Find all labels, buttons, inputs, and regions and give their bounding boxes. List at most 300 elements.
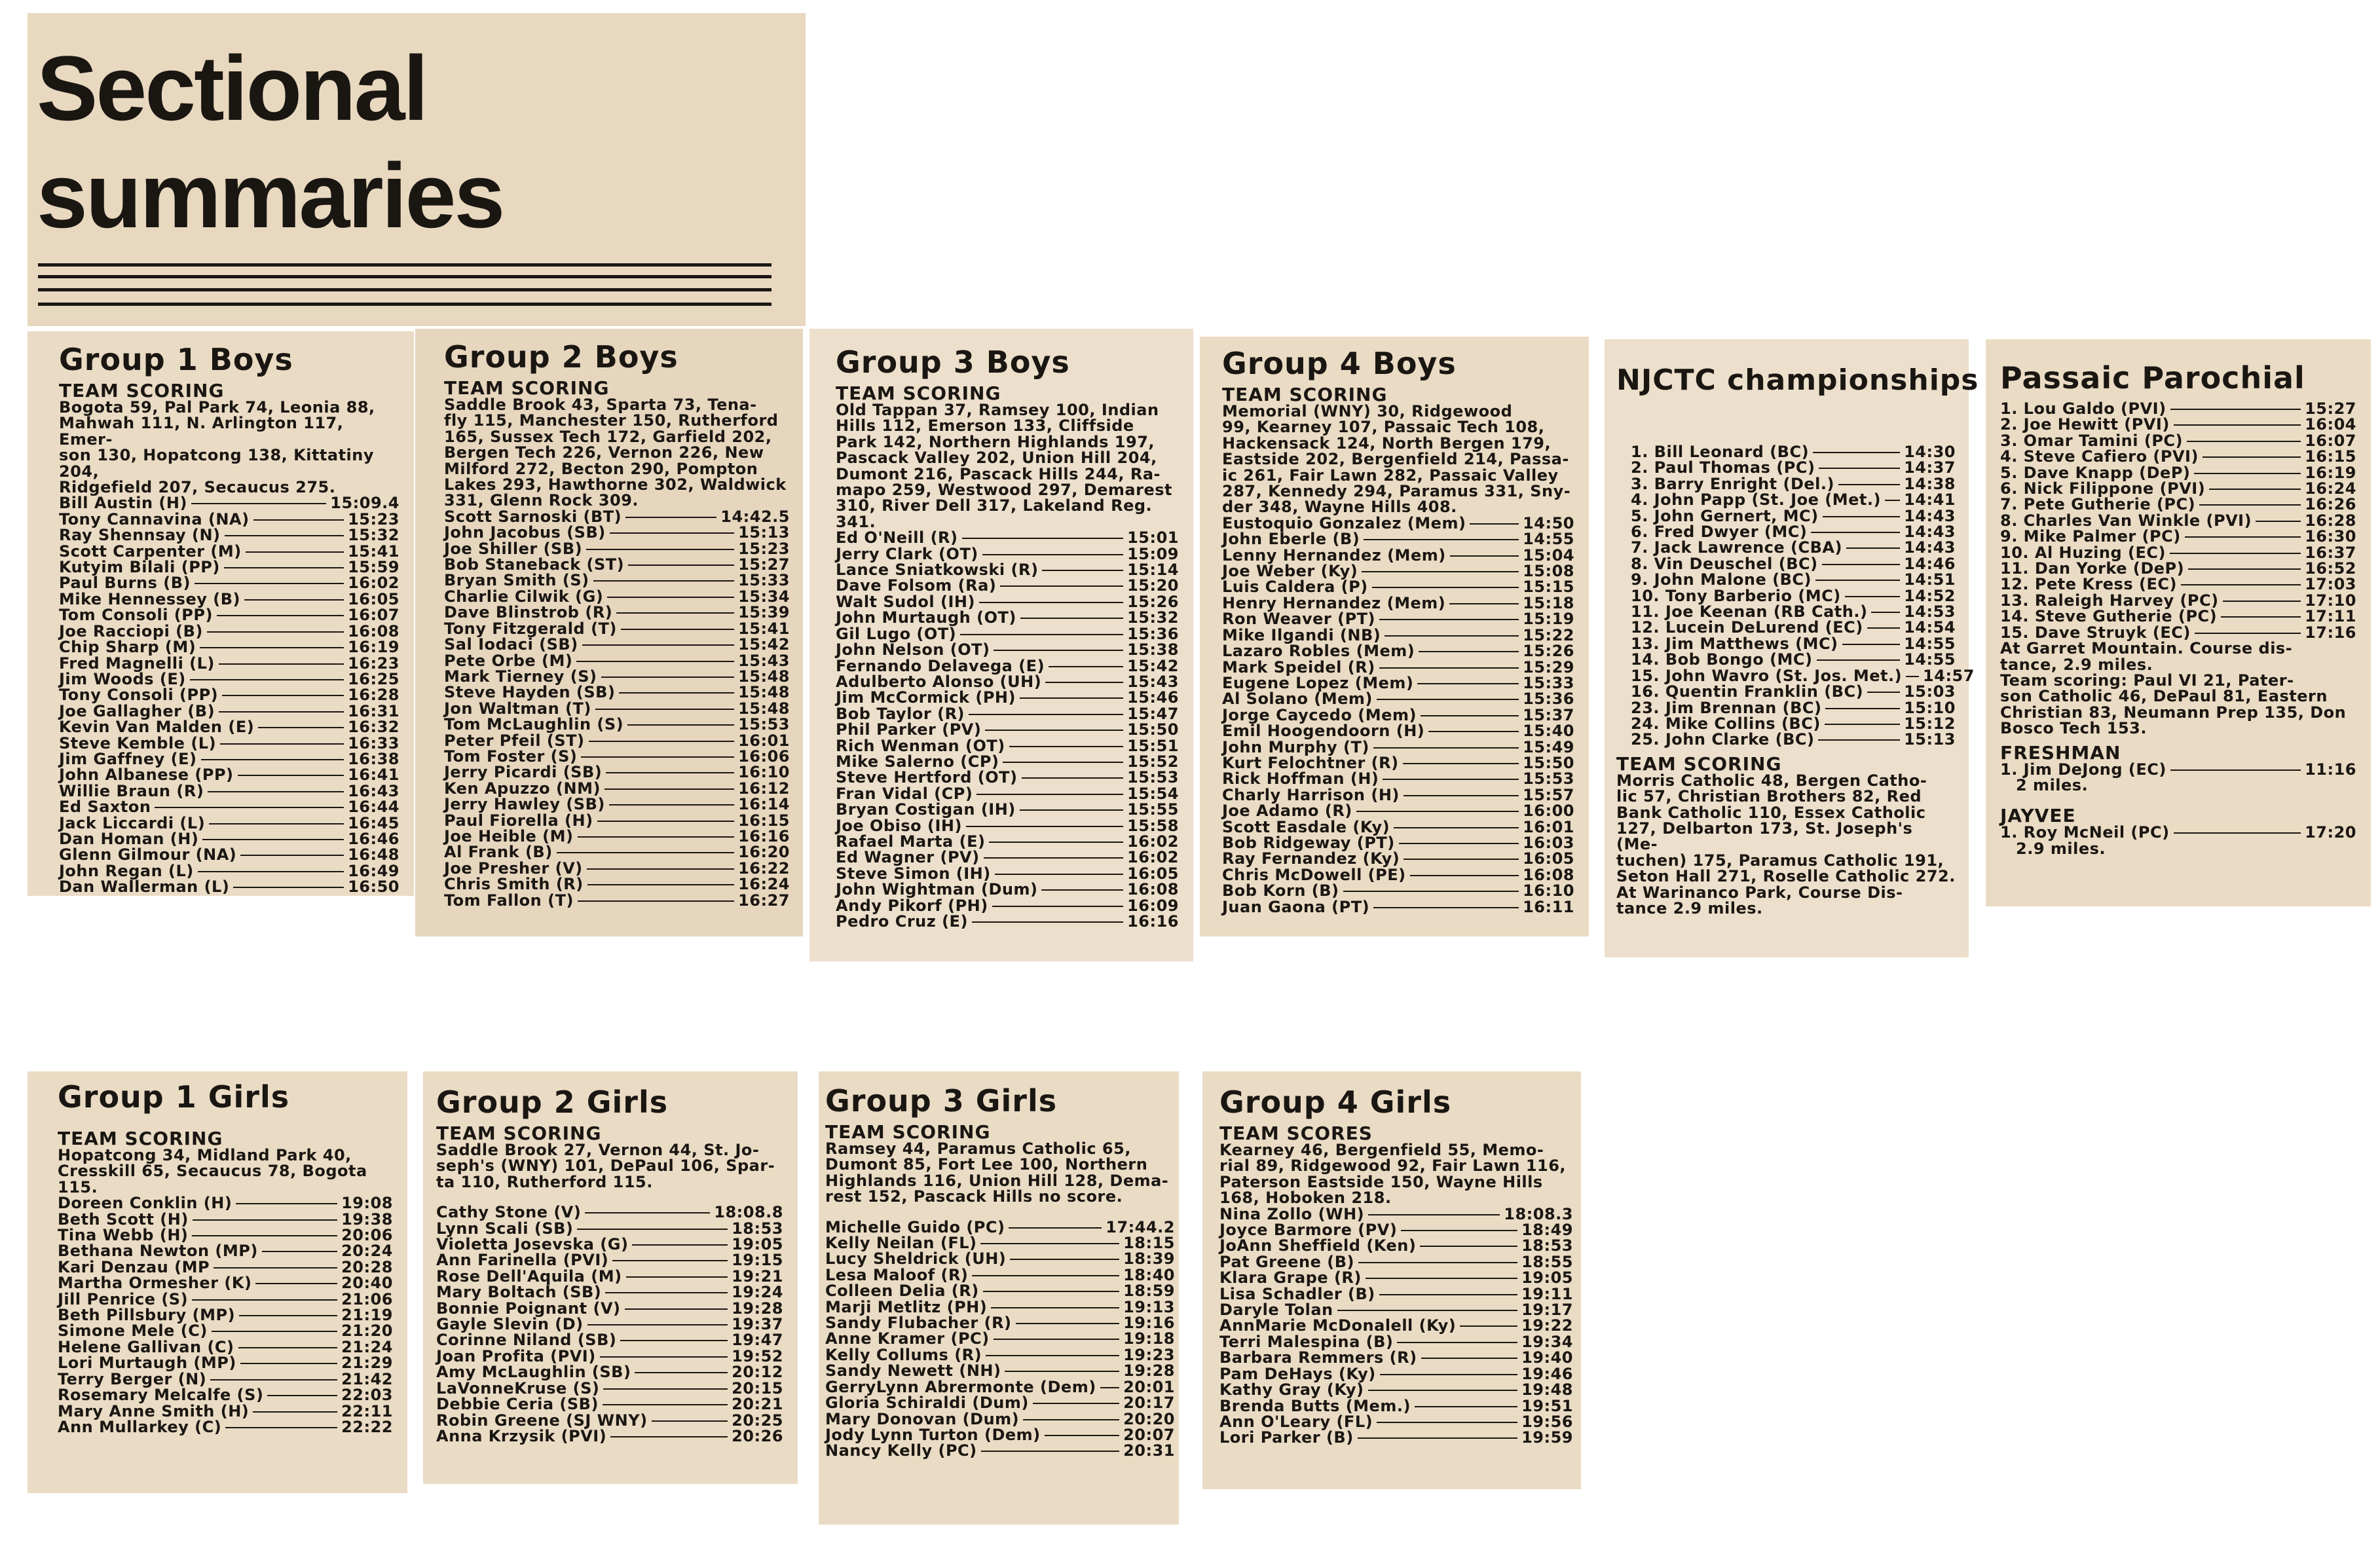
runner-time: 21:20 [341,1322,393,1341]
result-row [836,914,1179,929]
runner-name: Henry Hernandez (Mem) [1222,593,1446,612]
runner-time: 20:21 [732,1395,783,1414]
runner-time: 15:49 [1523,737,1574,756]
runner-time: 15:04 [1523,546,1574,565]
result-row [825,1363,1175,1379]
runner-time: 19:38 [341,1210,393,1229]
runner-name: Simone Mele (C) [58,1322,208,1341]
runner-time: 16:02 [1127,848,1179,867]
leader-dots [2181,584,2301,585]
result-row [58,1291,393,1307]
team-scoring-text: Old Tappan 37, Ramsey 100, Indian Hills 112, Emerson 133, Cliffside Park 142, Northern Highlands 197, Pascack Valley 202, Union Hill 204, Dumont 216, Pascack Hills 244, Ra- mapo 259, Westwood 297, Demarest 310, River Dell 317, Lakeland Reg. 341. [836,401,1172,531]
freshman-result [2000,762,2356,777]
runner-time: 19:15 [732,1251,783,1270]
runner-time: 15:12 [1904,714,1956,733]
leader-dots [985,730,1123,731]
result-row [59,591,400,607]
runner-name: Rosemary Melcalfe (S) [58,1386,264,1405]
runner-name: John Nelson (OT) [836,640,990,659]
result-row [444,749,790,764]
runner-name: Bob Ridgeway (PT) [1222,833,1395,852]
leader-dots [986,1355,1119,1356]
result-row [436,1221,783,1236]
result-row [1222,691,1574,707]
leader-dots [1368,1214,1500,1215]
runner-name: Mark Tierney (S) [444,667,597,686]
result-row [825,1427,1175,1443]
runner-name: Joe Obiso (IH) [836,816,962,835]
runner-time: 16:08 [1523,865,1574,884]
result-row [836,786,1179,802]
leader-dots [989,842,1123,843]
runner-time: 16:10 [738,763,790,782]
runner-name: Ray Shennsay (N) [59,526,221,545]
result-row [836,881,1179,897]
runner-name: 24. Mike Collins (BC) [1631,714,1821,733]
leader-dots [981,1451,1119,1452]
leader-dots [609,804,734,806]
runner-time: 11:16 [2305,760,2356,779]
runner-name: Steve Hertford (OT) [836,768,1018,787]
runner-time: 15:13 [738,523,790,542]
leader-dots [603,1404,728,1405]
result-row [444,669,790,684]
leader-dots [1049,666,1123,667]
leader-dots [600,1356,728,1358]
leader-dots [1022,777,1124,779]
leader-dots [625,517,716,518]
runner-name: Steve Simon (IH) [836,864,991,883]
result-row [1631,700,1956,716]
runner-time: 16:14 [738,795,790,814]
leader-dots [1358,1437,1517,1439]
leader-dots [238,775,344,776]
result-row [1219,1334,1573,1350]
runner-name: Charlie Cilwik (G) [444,587,604,606]
runner-name: Chip Sharp (M) [59,638,196,657]
leader-dots [1020,809,1123,811]
result-row [836,530,1179,546]
leader-dots [652,1420,728,1422]
leader-dots [1404,795,1519,796]
runner-time: 14:52 [1904,586,1956,605]
runner-name: Luis Caldera (P) [1222,578,1368,597]
section-title: Passaic Parochial [2000,360,2305,396]
result-row [58,1259,393,1275]
leader-dots [2221,616,2301,618]
leader-dots [606,772,734,773]
runner-time: 15:10 [1904,698,1956,717]
runner-time: 16:11 [1523,897,1574,916]
course-and-team-scoring: At Garret Mountain. Course dis- tance, 2.9 miles. Team scoring: Paul VI 21, Pater- son Catholic 46, DePaul 81, Eastern Christian 83, Neumann Prep 135, Don Bosco Tech 153. [2000,639,2347,738]
runner-name: Tom Foster (S) [444,747,578,766]
leader-dots [962,538,1124,539]
runner-time: 14:54 [1904,618,1956,637]
result-row [1222,515,1574,531]
runner-time: 16:01 [1523,817,1574,836]
runner-name: 10. Al Huzing (EC) [2000,543,2166,562]
runner-name: Bethana Newton (MP) [58,1242,258,1261]
leader-dots [1016,1323,1120,1324]
leader-dots [236,1203,337,1204]
runner-name: Pat Greene (B) [1219,1252,1355,1271]
clipping-group2-boys [415,329,803,936]
runner-name: Charly Harrison (H) [1222,785,1400,804]
result-row [1631,620,1956,635]
leader-dots [2194,473,2301,474]
leader-dots [2195,633,2301,634]
runner-time: 16:15 [2305,447,2356,466]
section-title: NJCTC championships [1616,363,1979,397]
result-row [1222,787,1574,803]
leader-dots [1368,1390,1518,1391]
leader-dots [222,695,344,696]
leader-dots [1885,500,1900,501]
leader-dots [2187,441,2301,442]
runner-time: 16:26 [2305,495,2356,514]
runner-time: 16:07 [348,606,400,625]
result-row [59,815,400,831]
team-scoring-text: Ramsey 44, Paramus Catholic 65, Dumont 85, Fort Lee 100, Northern Highlands 116, Union Hill 128, Dema- rest 152, Pascack Hills no score. [825,1139,1169,1206]
leader-dots [212,1331,337,1332]
result-row [444,861,790,876]
leader-dots [1020,618,1123,619]
result-row [59,511,400,527]
runner-time: 15:33 [1523,673,1574,692]
runner-time: 21:06 [341,1289,393,1308]
runner-time: 19:05 [1521,1269,1573,1287]
result-row [825,1443,1175,1458]
runner-time: 19:05 [732,1235,783,1254]
leader-dots [191,503,326,504]
result-row [58,1195,393,1211]
result-row [58,1355,393,1371]
leader-dots [198,871,344,872]
leader-dots [244,599,344,601]
runner-time: 16:20 [738,843,790,862]
runner-time: 16:37 [2305,543,2356,562]
runner-time: 16:27 [738,891,790,910]
runner-time: 16:25 [348,669,400,688]
runner-time: 16:10 [1523,881,1574,900]
freshman-heading: FRESHMAN [2000,741,2121,764]
leader-dots [1403,763,1519,764]
section-subheading: TEAM SCORING [58,1128,223,1149]
runner-name: Jerry Hawley (SB) [444,795,605,814]
runner-name: 14. Bob Bongo (MC) [1631,650,1813,669]
leader-dots [1449,603,1519,604]
runner-name: Pam DeHays (Ky) [1219,1364,1376,1383]
result-row [444,653,790,669]
runner-name: Jorge Caycedo (Mem) [1222,705,1417,724]
runner-time: 15:52 [1127,752,1179,771]
runner-time: 19:28 [732,1299,783,1318]
result-row [444,525,790,540]
runner-time: 15:48 [738,683,790,702]
jayvee-heading: JAYVEE [2000,805,2076,827]
runner-name: Al Frank (B) [444,843,553,862]
runner-time: 14:38 [1904,474,1956,493]
runner-name: Mary Boltach (SB) [436,1283,602,1302]
leader-dots [626,1276,728,1278]
leader-dots [220,743,344,745]
runner-name: AnnMarie McDonalell (Ky) [1219,1316,1457,1335]
section-title: Group 1 Boys [59,342,293,377]
runner-name: Dan Homan (H) [59,829,199,848]
runner-time: 19:47 [732,1331,783,1350]
result-row [1219,1206,1573,1222]
result-row [436,1316,783,1332]
result-row [825,1235,1175,1251]
result-row [825,1299,1175,1315]
runner-name: Lance Sniatkowski (R) [836,561,1039,580]
result-row [1631,684,1956,699]
runner-name: Debbie Ceria (SB) [436,1395,599,1414]
runner-name: John Albanese (PP) [59,766,234,785]
result-row [444,589,790,604]
leader-dots [1042,570,1123,571]
leader-dots [1380,1374,1517,1375]
leader-dots [1045,682,1123,683]
result-row [59,656,400,671]
leader-dots [1410,875,1519,876]
leader-dots [1383,779,1519,780]
runner-time: 15:47 [1127,704,1179,723]
runner-name: Fernando Delavega (E) [836,656,1045,675]
runner-name: Sandy Newett (NH) [825,1362,1001,1380]
result-row [2000,433,2356,449]
runner-time: 16:52 [2305,559,2356,578]
runner-time: 21:24 [341,1337,393,1356]
result-row [1222,723,1574,739]
runner-name: 1. Lou Galdo (PVI) [2000,399,2166,418]
result-row [1219,1398,1573,1414]
runner-time: 15:09.4 [330,494,400,513]
runner-time: 17:03 [2305,575,2356,594]
runner-time: 19:18 [1123,1329,1175,1348]
leader-dots [1822,564,1901,565]
runner-name: John Wightman (Dum) [836,880,1038,899]
runner-time: 18:55 [1521,1252,1573,1271]
runner-name: 11. Dan Yorke (DeP) [2000,559,2185,578]
runner-name: Mike Salerno (CP) [836,752,999,771]
leader-dots [589,741,735,742]
runner-time: 16:24 [2305,479,2356,498]
runner-name: 15. Dave Struyk (EC) [2000,623,2191,642]
section-subheading: TEAM SCORES [1219,1122,1373,1144]
runner-time: 15:32 [348,526,400,545]
result-row [1219,1270,1573,1286]
result-row [1222,531,1574,547]
runner-time: 15:14 [1127,561,1179,580]
section-title: Group 2 Girls [436,1084,669,1120]
leader-dots [2209,489,2301,490]
leader-dots [612,1260,728,1261]
leader-dots [1404,859,1519,860]
runner-name: Anna Krzysik (PVI) [436,1426,607,1445]
runner-name: Lazaro Robles (Mem) [1222,642,1415,661]
result-row [2000,545,2356,561]
leader-dots [210,1379,337,1380]
runner-name: 25. John Clarke (BC) [1631,730,1815,749]
runner-name: Joan Profita (PVI) [436,1346,596,1365]
result-row [1631,460,1956,475]
runner-name: Jim McCormick (PH) [836,688,1016,707]
leader-dots [1871,612,1900,613]
section-title: Group 3 Girls [825,1083,1058,1119]
leader-dots [233,887,344,888]
result-row [2000,528,2356,544]
leader-dots [616,612,734,614]
runner-time: 15:19 [1523,610,1574,629]
result-row [436,1413,783,1428]
runner-time: 14:42.5 [720,507,790,526]
runner-name: Mike Ilgandi (NB) [1222,625,1381,644]
result-row [1222,803,1574,819]
runner-name: Nina Zollo (WH) [1219,1204,1365,1223]
result-row [2000,625,2356,640]
runner-name: Mary Anne Smith (H) [58,1401,250,1420]
results-list [836,530,1179,929]
section-subheading: TEAM SCORING [1616,752,1782,775]
runner-time: 17:44.2 [1106,1217,1175,1236]
runner-name: LaVonneKruse (S) [436,1379,600,1398]
runner-time: 19:11 [1521,1284,1573,1303]
leader-dots [1366,1278,1517,1279]
leader-dots [972,1275,1119,1276]
runner-time: 16:38 [348,749,400,768]
leader-dots [1362,571,1519,572]
runner-name: Sandy Flubacher (R) [825,1314,1012,1333]
runner-name: Walt Sudol (IH) [836,592,975,611]
result-row [2000,417,2356,432]
runner-time: 15:22 [1523,625,1574,644]
clipping-group2-girls [423,1071,798,1484]
result-row [444,701,790,716]
runner-name: 14. Steve Gutherie (PC) [2000,607,2218,626]
results-list [1222,515,1574,915]
runner-time: 18:59 [1123,1282,1175,1301]
leader-dots [1009,1227,1102,1229]
leader-dots [2185,536,2301,538]
runner-time: 15:40 [1523,722,1574,741]
result-row [1219,1286,1573,1302]
runner-time: 14:37 [1904,458,1956,477]
runner-time: 21:19 [341,1306,393,1325]
leader-dots [1817,659,1901,661]
runner-time: 15:03 [1904,682,1956,701]
result-row [444,733,790,749]
runner-time: 14:53 [1904,602,1956,621]
runner-time: 20:01 [1123,1377,1175,1396]
result-row [2000,561,2356,576]
runner-name: Bob Korn (B) [1222,881,1339,900]
runner-name: Dan Wallerman (L) [59,878,230,897]
result-row [1631,524,1956,540]
runner-time: 19:56 [1521,1412,1573,1431]
leader-dots [976,794,1123,795]
runner-time: 16:50 [348,878,400,897]
runner-time: 15:46 [1127,688,1179,707]
runner-time: 16:30 [2305,527,2356,546]
runner-time: 15:26 [1127,592,1179,611]
result-row [58,1227,393,1243]
runner-name: Jody Lynn Turton (Dem) [825,1425,1041,1444]
result-row [2000,481,2356,496]
result-row [1219,1350,1573,1365]
runner-name: 7. Pete Gutherie (PC) [2000,495,2196,514]
leader-dots [586,549,734,550]
leader-dots [627,724,734,726]
runner-name: John Eberle (B) [1222,530,1360,549]
runner-name: Beth Scott (H) [58,1210,189,1229]
runner-name: 10. Tony Barberio (MC) [1631,586,1841,605]
runner-time: 15:59 [348,558,400,577]
runner-time: 19:21 [732,1267,783,1286]
runner-time: 19:24 [732,1283,783,1302]
leader-dots [1373,907,1519,908]
result-row [1219,1238,1573,1253]
result-row [59,671,400,687]
result-row [836,769,1179,785]
runner-name: 2. Paul Thomas (PC) [1631,458,1815,477]
runner-name: Scott Carpenter (M) [59,542,242,561]
result-row [1219,1222,1573,1238]
result-row [59,639,400,655]
leader-dots [1379,1294,1517,1295]
leader-dots [576,661,734,662]
team-scoring-text: Kearney 46, Bergenfield 55, Memo- rial 89, Ridgewood 92, Fair Lawn 116, Paterson Eastside 150, Wayne Hills 168, Hoboken 218. [1219,1141,1567,1208]
result-row [59,575,400,591]
runner-name: 6. Nick Filippone (PVI) [2000,479,2206,498]
result-row [444,781,790,796]
runner-time: 20:24 [341,1242,393,1261]
runner-name: 8. Charles Van Winkle (PVI) [2000,511,2252,530]
runner-name: Colleen Delia (R) [825,1282,979,1301]
runner-name: Tom Fallon (T) [444,891,574,910]
leader-dots [195,583,344,584]
result-row [58,1387,393,1403]
runner-time: 18:40 [1123,1265,1175,1284]
result-row [1631,572,1956,587]
runner-name: Scott Sarnoski (BT) [444,507,622,526]
result-row [825,1395,1175,1411]
leader-dots [619,692,734,694]
leader-dots [1470,523,1519,525]
runner-name: Jack Liccardi (L) [59,813,206,832]
result-row [1219,1254,1573,1270]
leader-dots [225,535,344,536]
leader-dots [610,532,734,534]
result-row [1631,588,1956,604]
result-row [444,893,790,908]
result-row [1222,899,1574,915]
runner-time: 15:33 [738,571,790,590]
runner-time: 16:22 [738,859,790,878]
runner-name: Paul Fiorella (H) [444,811,593,830]
runner-name: Rose Dell'Aquila (M) [436,1267,622,1286]
leader-dots [621,629,734,630]
runner-time: 15:43 [1127,672,1179,691]
result-row [1222,755,1574,771]
leader-dots [1385,635,1519,637]
runner-time: 15:32 [1127,608,1179,627]
header-rule [38,275,772,278]
runner-time: 16:05 [1127,864,1179,883]
runner-name: Kurt Felochtner (R) [1222,753,1399,772]
result-row [1631,444,1956,460]
result-row [1222,627,1574,643]
